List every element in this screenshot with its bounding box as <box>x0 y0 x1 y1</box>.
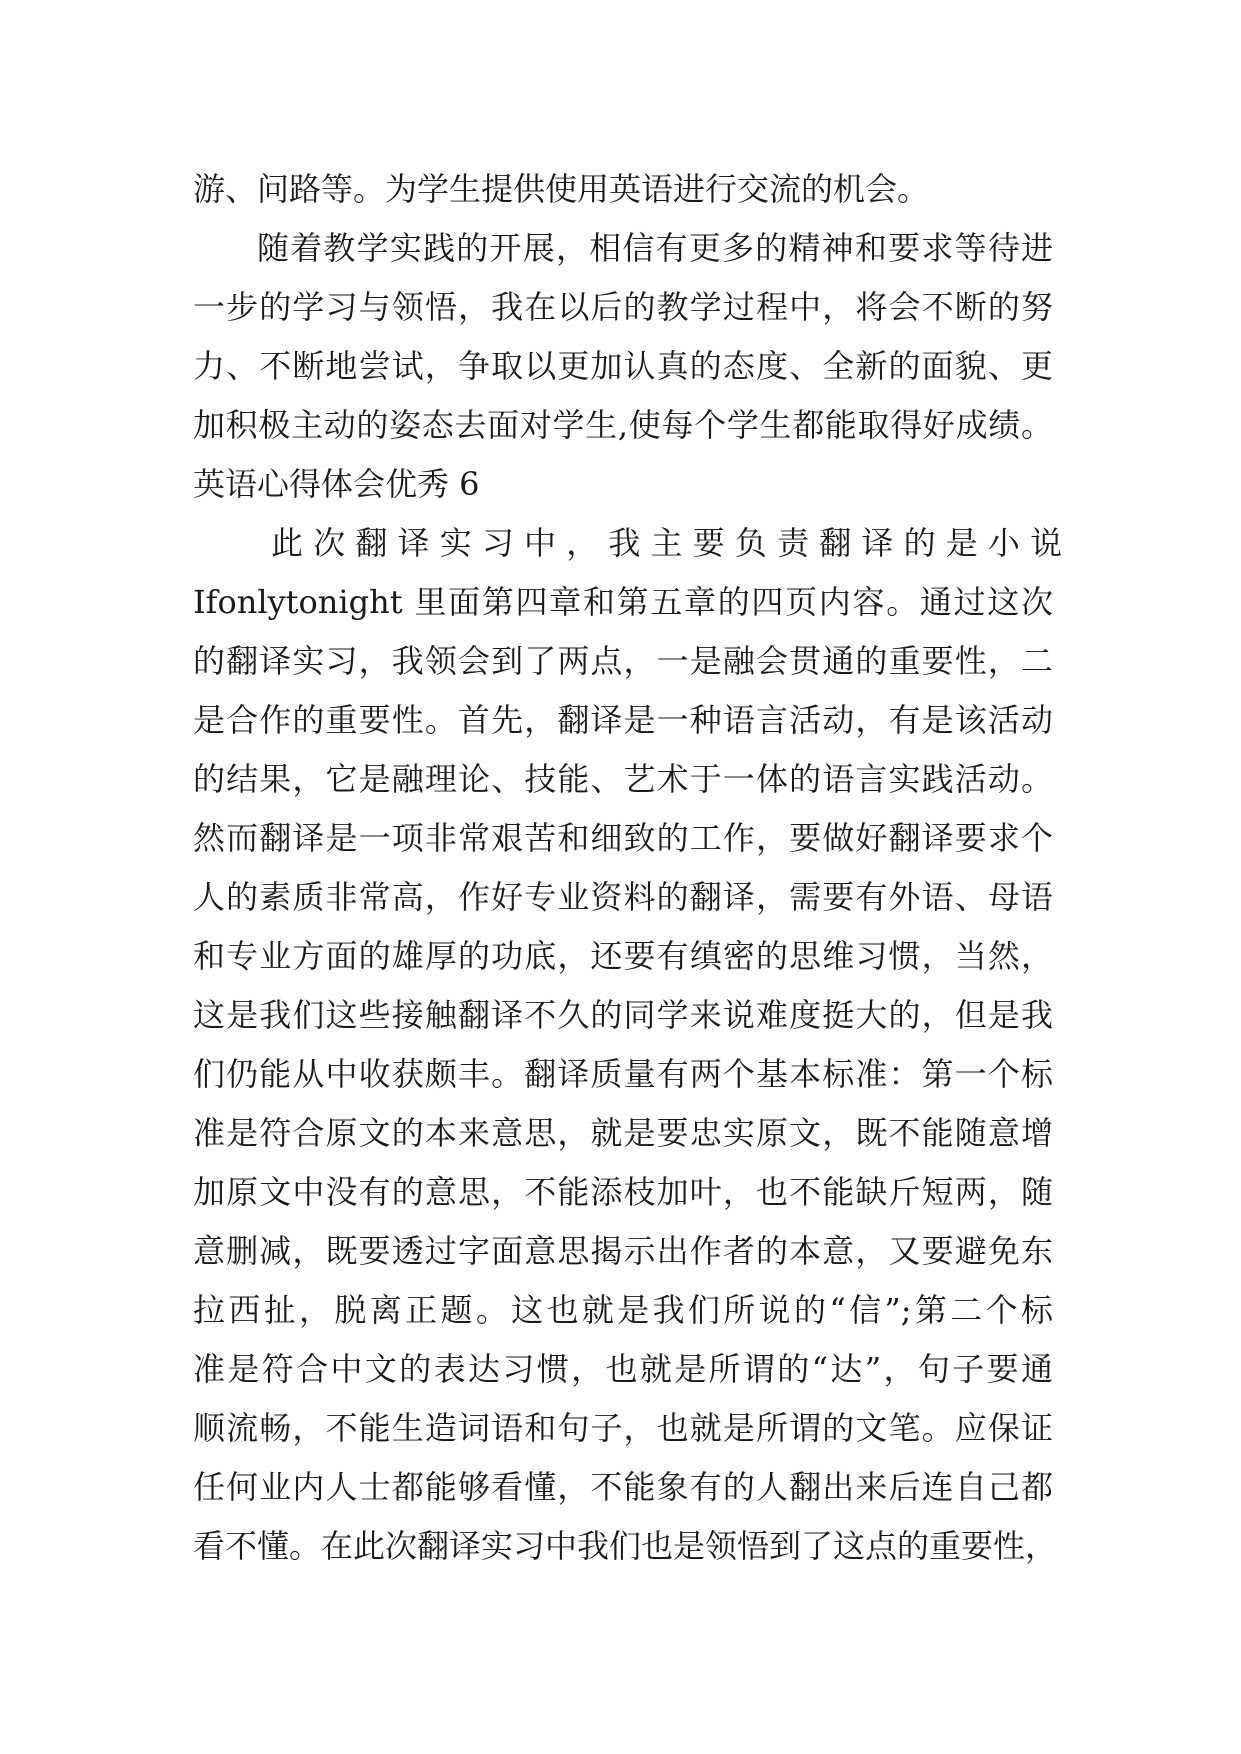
paragraph-line: 任何业内人士都能够看懂，不能象有的人翻出来后连自己都 <box>193 1468 1053 1506</box>
paragraph-line: 然而翻译是一项非常艰苦和细致的工作，要做好翻译要求个 <box>193 819 1053 857</box>
paragraph-line: 们仍能从中收获颇丰。翻译质量有两个基本标准：第一个标 <box>193 1055 1053 1093</box>
paragraph-line: 游、问路等。为学生提供使用英语进行交流的机会。 <box>193 170 930 208</box>
paragraph-line: 人的素质非常高，作好专业资料的翻译，需要有外语、母语 <box>193 878 1053 916</box>
paragraph-line: 拉西扯，脱离正题。这也就是我们所说的“信”;第二个标 <box>193 1291 1053 1329</box>
paragraph-line: 这是我们这些接触翻译不久的同学来说难度挺大的，但是我 <box>193 996 1053 1034</box>
paragraph-line: 随着教学实践的开展，相信有更多的精神和要求等待进 <box>257 229 1053 267</box>
paragraph-line: 加原文中没有的意思，不能添枝加叶，也不能缺斤短两，随 <box>193 1173 1053 1211</box>
paragraph-line: 一步的学习与领悟，我在以后的教学过程中，将会不断的努 <box>193 288 1053 326</box>
body-text <box>193 160 1063 1576</box>
section-heading: 英语心得体会优秀 6 <box>193 465 480 503</box>
paragraph-line: 力、不断地尝试，争取以更加认真的态度、全新的面貌、更 <box>193 347 1053 385</box>
paragraph-line: 意删减，既要透过字面意思揭示出作者的本意，又要避免东 <box>193 1232 1053 1270</box>
paragraph-line: 准是符合原文的本来意思，就是要忠实原文，既不能随意增 <box>193 1114 1053 1152</box>
paragraph-line: 此 次 翻 译 实 习 中 ， 我 主 要 负 责 翻 译 的 是 小 说 <box>271 524 1063 562</box>
paragraph-line: Ifonlytonight 里面第四章和第五章的四页内容。通过这次 <box>193 583 1053 621</box>
paragraph-line: 加积极主动的姿态去面对学生,使每个学生都能取得好成绩。 <box>193 406 1053 444</box>
paragraph-line: 和专业方面的雄厚的功底，还要有缜密的思维习惯，当然， <box>193 937 1053 975</box>
paragraph-line: 看不懂。在此次翻译实习中我们也是领悟到了这点的重要性， <box>193 1527 1058 1565</box>
paragraph-line: 的翻译实习，我领会到了两点，一是融会贯通的重要性，二 <box>193 642 1053 680</box>
paragraph-line: 是合作的重要性。首先，翻译是一种语言活动，有是该活动 <box>193 701 1053 739</box>
paragraph-line: 的结果，它是融理论、技能、艺术于一体的语言实践活动。 <box>193 760 1053 798</box>
paragraph-line: 准是符合中文的表达习惯，也就是所谓的“达”，句子要通 <box>193 1350 1053 1388</box>
paragraph-line: 顺流畅，不能生造词语和句子，也就是所谓的文笔。应保证 <box>193 1409 1053 1447</box>
